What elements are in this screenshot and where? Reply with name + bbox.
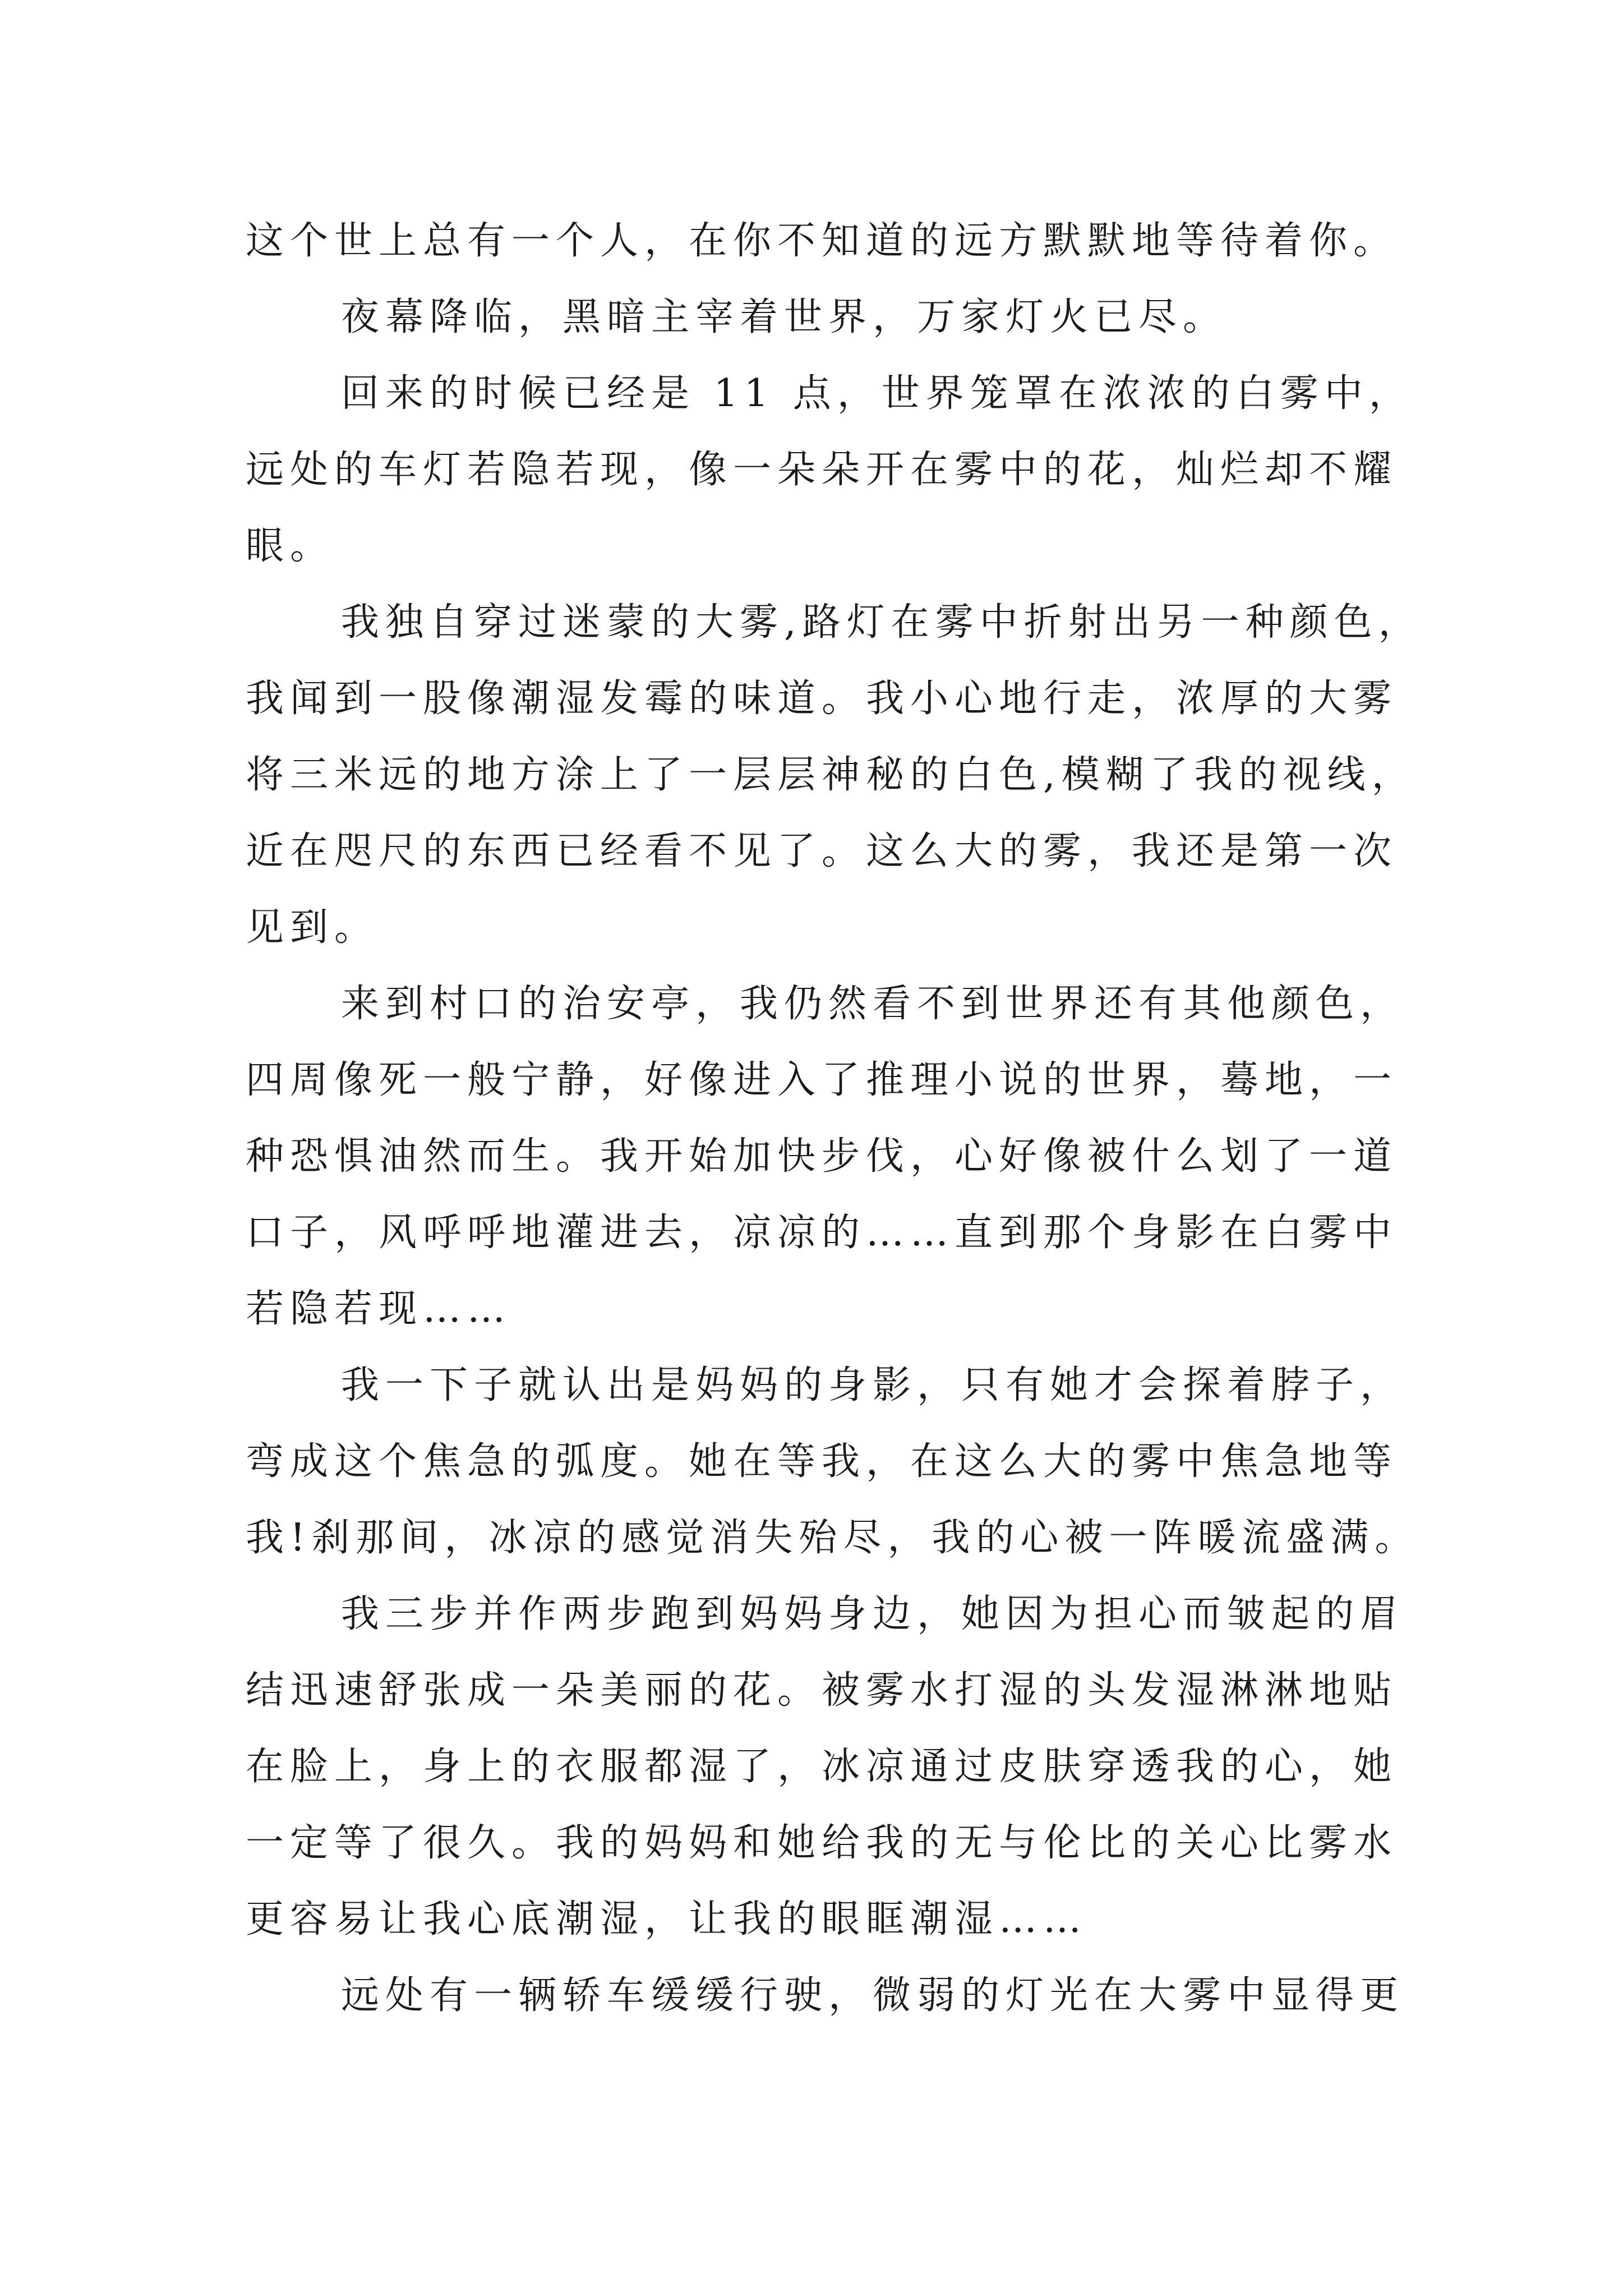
text-line: 一定等了很久。我的妈妈和她给我的无与伦比的关心比雾水 [246,1821,1398,1865]
text-line: 四周像死一般宁静，好像进入了推理小说的世界，蓦地，一 [246,1058,1398,1102]
text-line: 我一下子就认出是妈妈的身影，只有她才会探着脖子， [341,1363,1405,1407]
text-line: 远处有一辆轿车缓缓行驶，微弱的灯光在大雾中显得更 [341,1973,1405,2018]
text-line: 我!刹那间，冰凉的感觉消失殆尽，我的心被一阵暖流盛满。 [246,1516,1419,1560]
text-line: 远处的车灯若隐若现，像一朵朵开在雾中的花，灿烂却不耀 [246,448,1398,492]
text-line: 夜幕降临，黑暗主宰着世界，万家灯火已尽。 [341,295,1228,339]
text-line: 眼。 [246,524,335,568]
text-line: 我闻到一股像潮湿发霉的味道。我小心地行走，浓厚的大雾 [246,677,1398,721]
text-line: 更容易让我心底潮湿，让我的眼眶潮湿…… [246,1897,1088,1941]
text-line: 口子，风呼呼地灌进去，凉凉的……直到那个身影在白雾中 [246,1211,1398,1255]
text-line: 若隐若现…… [246,1287,512,1331]
text-line: 见到。 [246,905,379,950]
text-line: 这个世上总有一个人，在你不知道的远方默默地等待着你。 [246,219,1398,263]
text-line: 回来的时候已经是 11 点，世界笼罩在浓浓的白雾中， [341,371,1413,416]
text-line: 弯成这个焦急的弧度。她在等我，在这么大的雾中焦急地等 [246,1439,1398,1484]
text-line: 在脸上，身上的衣服都湿了，冰凉通过皮肤穿透我的心，她 [246,1745,1398,1789]
text-line: 来到村口的治安亭，我仍然看不到世界还有其他颜色， [341,982,1405,1026]
text-line: 结迅速舒张成一朵美丽的花。被雾水打湿的头发湿淋淋地贴 [246,1668,1398,1713]
text-line: 种恐惧油然而生。我开始加快步伐，心好像被什么划了一道 [246,1134,1398,1179]
text-line: 近在咫尺的东西已经看不见了。这么大的雾，我还是第一次 [246,829,1398,873]
text-line: 我三步并作两步跑到妈妈身边，她因为担心而皱起的眉 [341,1592,1405,1636]
text-line: 我独自穿过迷蒙的大雾,路灯在雾中折射出另一种颜色， [341,600,1423,645]
text-line: 将三米远的地方涂上了一层层神秘的白色,模糊了我的视线， [246,753,1416,797]
